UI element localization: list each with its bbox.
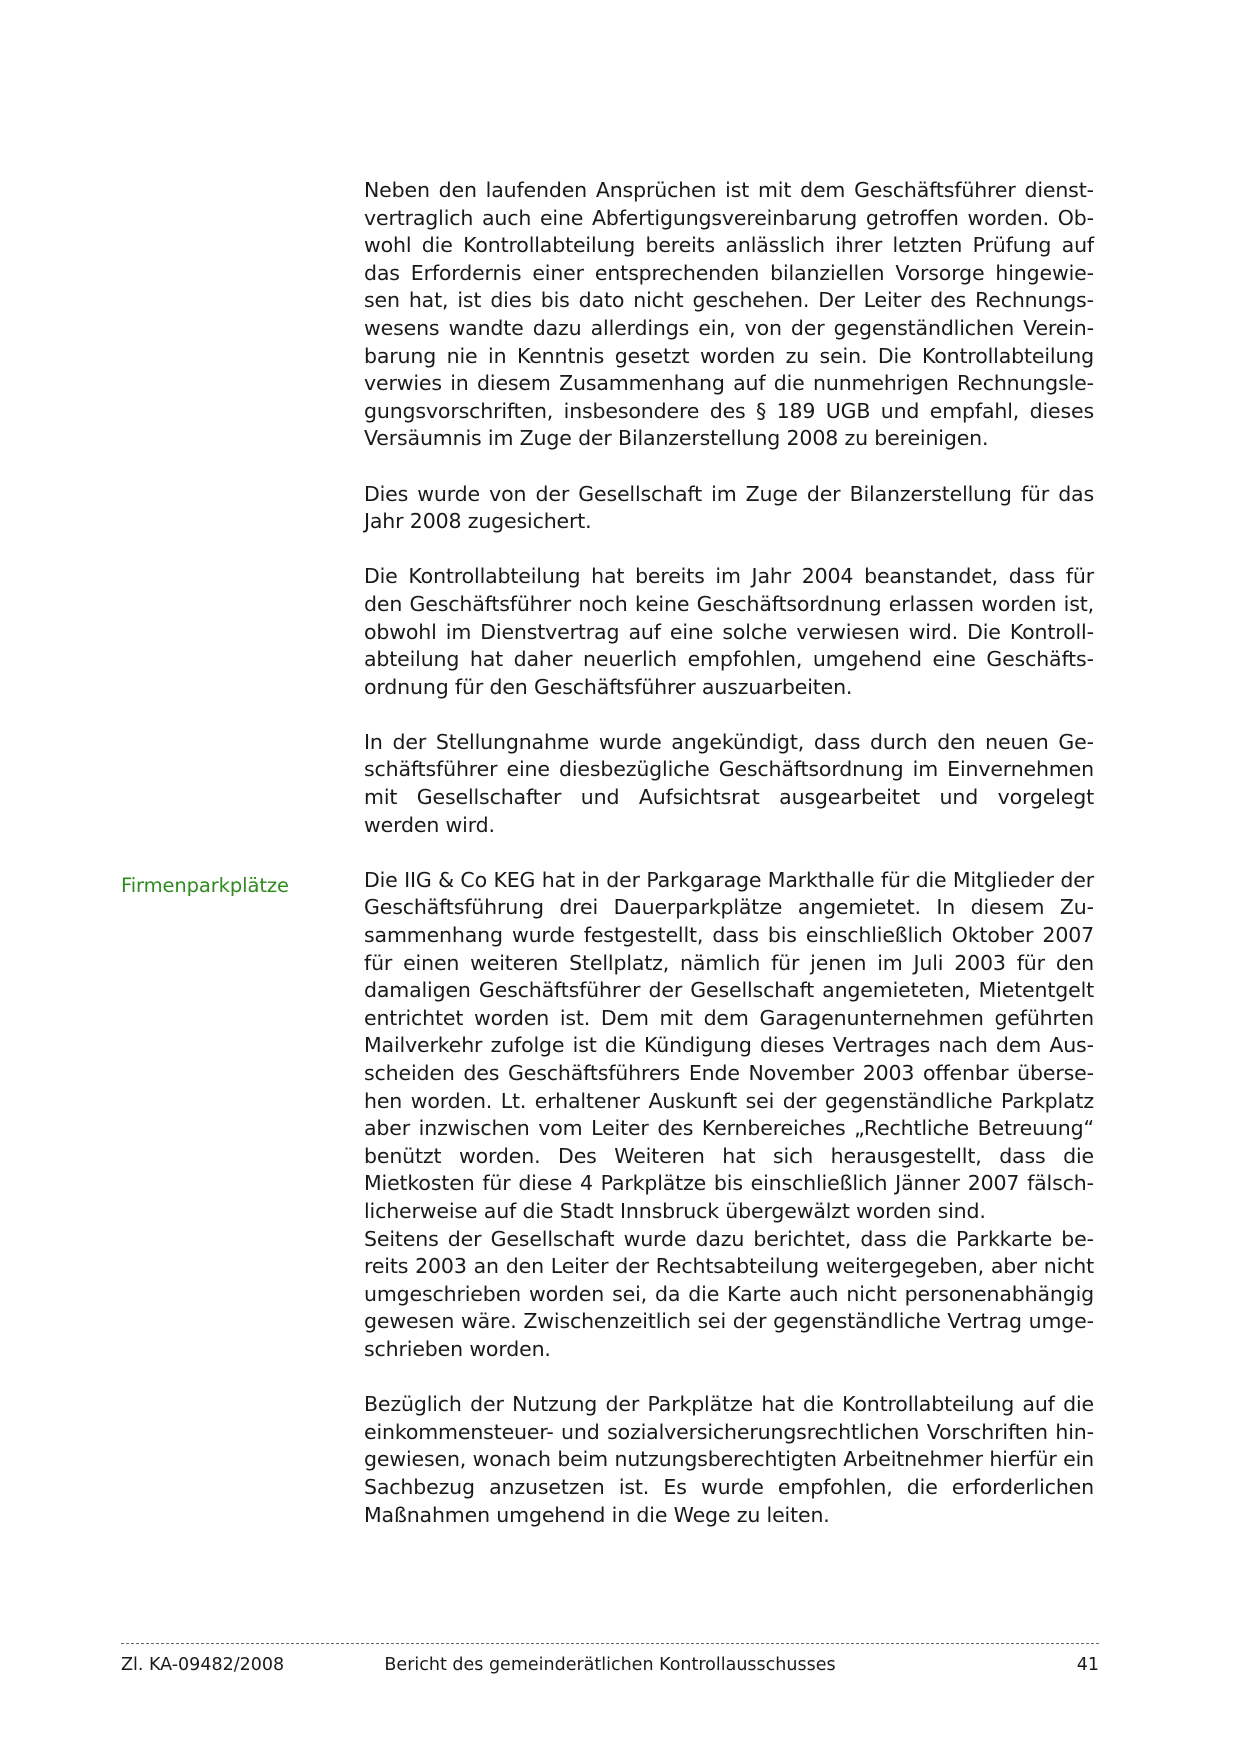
footer-reference: Zl. KA-09482/2008 — [121, 1655, 285, 1675]
paragraph-stellungnahme: In der Stellungnahme wurde angekündigt, dass durch den neuen Geschäftsführer eine diesbezügliche Geschäftsordnung im Einvernehmen mit Gesellschafter und Aufsichtsrat ausgearbeitet und vorgelegt werden wird. — [364, 729, 1094, 837]
footer-page-number: 41 — [1076, 1655, 1099, 1675]
page-footer — [121, 1652, 1099, 1678]
body-column — [364, 177, 1094, 1557]
footer-divider — [121, 1643, 1099, 1644]
margin-heading-firmenparkplaetze: Firmenparkplätze — [121, 874, 289, 897]
paragraph-parkkarte: Seitens der Gesellschaft wurde dazu berichtet, dass die Parkkarte bereits 2003 an den Leiter der Rechtsabteilung weitergegeben, aber nicht umgeschrieben worden sei, da die Karte auch nicht personenabhängig gewesen wäre. Zwischenzeitlich sei der gegenständliche Vertrag umgeschrieben worden. — [364, 1226, 1094, 1361]
paragraph-geschaeftsordnung: Die Kontrollabteilung hat bereits im Jahr 2004 beanstandet, dass für den Geschäftsführer noch keine Geschäftsordnung erlassen worden ist, obwohl im Dienstvertrag auf eine solche verwiesen wird. Die Kontrollabteilung hat daher neuerlich empfohlen, umgehend eine Geschäftsordnung für den Geschäftsführer auszuarbeiten. — [364, 564, 1094, 699]
footer-title: Bericht des gemeinderätlichen Kontrollausschusses — [384, 1655, 836, 1675]
paragraph-sachbezug: Bezüglich der Nutzung der Parkplätze hat die Kontrollabteilung auf die einkommensteuer- und sozialversicherungsrechtlichen Vorschriften hingewiesen, wonach beim nutzungsberechtigten Arbeitnehmer hierfür ein Sachbezug anzusetzen ist. Es wurde empfohlen, die erforderlichen Maßnahmen umgehend in die Wege zu leiten. — [364, 1392, 1094, 1527]
paragraph-abfertigung: Neben den laufenden Ansprüchen ist mit dem Geschäftsführer dienstvertraglich auch eine Abfertigungsvereinbarung getroffen worden. Obwohl die Kontrollabteilung bereits anlässlich ihrer letzten Prüfung auf das Erfordernis einer entsprechenden bilanziellen Vorsorge hingewiesen hat, ist dies bis dato nicht geschehen. Der Leiter des Rechnungswesens wandte dazu allerdings ein, von der gegenständlichen Vereinbarung nie in Kenntnis gesetzt worden zu sein. Die Kontrollabteilung verwies in diesem Zusammenhang auf die nunmehrigen Rechnungslegungsvorschriften, insbesondere des § 189 UGB und empfahl, dieses Versäumnis im Zuge der Bilanzerstellung 2008 zu bereinigen. — [364, 178, 1094, 451]
paragraph-parkgarage: Die IIG & Co KEG hat in der Parkgarage Markthalle für die Mitglieder der Geschäftsführung drei Dauerparkplätze angemietet. In diesem Zusammenhang wurde festgestellt, dass bis einschließlich Oktober 2007 für einen weiteren Stellplatz, nämlich für jenen im Juli 2003 für den damaligen Geschäftsführer der Gesellschaft angemieteten, Mietentgelt entrichtet worden ist. Dem mit dem Garagenunternehmen geführten Mailverkehr zufolge ist die Kündigung dieses Vertrages nach dem Ausscheiden des Geschäftsführers Ende November 2003 offenbar übersehen worden. Lt. erhaltener Auskunft sei der gegenständliche Parkplatz aber inzwischen vom Leiter des Kernbereiches „Rechtliche Betreuung“ benützt worden. Des Weiteren hat sich herausgestellt, dass die Mietkosten für diese 4 Parkplätze bis einschließlich Jänner 2007 fälschlicherweise auf die Stadt Innsbruck übergewälzt worden sind. — [364, 867, 1094, 1223]
paragraph-bilanz-zusicherung: Dies wurde von der Gesellschaft im Zuge der Bilanzerstellung für das Jahr 2008 zugesichert. — [364, 481, 1094, 534]
